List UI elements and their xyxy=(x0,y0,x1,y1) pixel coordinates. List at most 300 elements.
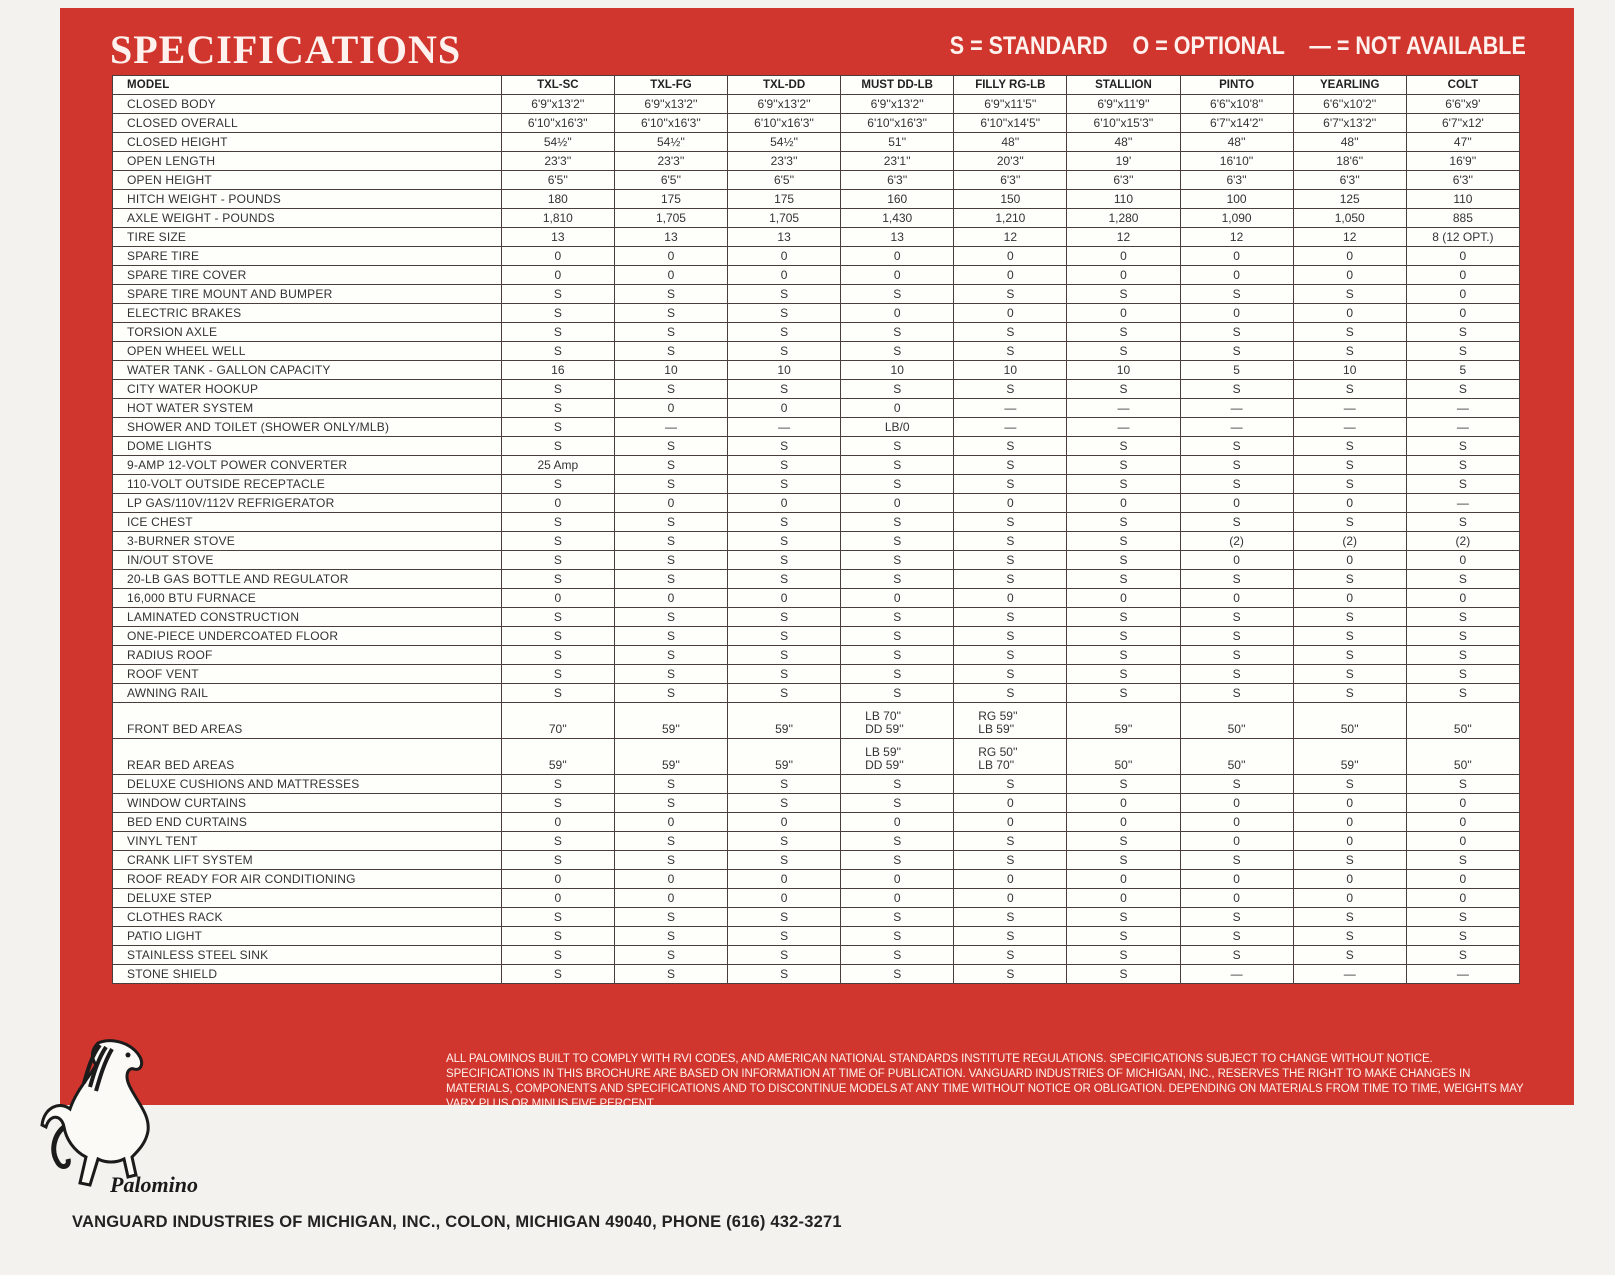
table-cell: S xyxy=(1180,513,1293,532)
table-cell: 13 xyxy=(614,228,727,247)
row-label: SHOWER AND TOILET (SHOWER ONLY/MLB) xyxy=(113,418,502,437)
table-cell: 6'10''x16'3'' xyxy=(614,114,727,133)
table-cell: 10 xyxy=(841,361,954,380)
table-cell: 48'' xyxy=(1293,133,1406,152)
table-cell: S xyxy=(954,323,1067,342)
table-cell: S xyxy=(1067,851,1180,870)
table-cell: 0 xyxy=(841,266,954,285)
table-cell: 150 xyxy=(954,190,1067,209)
table-cell: S xyxy=(841,608,954,627)
table-cell: 59'' xyxy=(614,739,727,775)
table-cell: 110 xyxy=(1406,190,1519,209)
table-cell: S xyxy=(1067,342,1180,361)
row-label: 110-VOLT OUTSIDE RECEPTACLE xyxy=(113,475,502,494)
table-cell: S xyxy=(501,532,614,551)
table-cell: S xyxy=(1406,908,1519,927)
table-cell: S xyxy=(728,608,841,627)
table-cell: S xyxy=(841,570,954,589)
specifications-panel xyxy=(60,8,1574,1110)
table-row xyxy=(113,589,1520,608)
legend-not-available: — = NOT AVAILABLE xyxy=(1309,32,1526,60)
table-cell: 16'9'' xyxy=(1406,152,1519,171)
table-cell: S xyxy=(614,965,727,984)
table-row xyxy=(113,380,1520,399)
row-label: BED END CURTAINS xyxy=(113,813,502,832)
table-cell: S xyxy=(1180,684,1293,703)
table-cell: S xyxy=(501,437,614,456)
table-cell: S xyxy=(1067,908,1180,927)
table-cell: S xyxy=(614,832,727,851)
table-cell: 0 xyxy=(1180,551,1293,570)
table-cell: 50'' xyxy=(1180,703,1293,739)
table-cell: 0 xyxy=(501,813,614,832)
row-label: LAMINATED CONSTRUCTION xyxy=(113,608,502,627)
table-cell: 0 xyxy=(1406,247,1519,266)
table-row xyxy=(113,832,1520,851)
table-cell: S xyxy=(1180,608,1293,627)
table-row xyxy=(113,794,1520,813)
table-cell: S xyxy=(728,794,841,813)
table-cell: S xyxy=(614,304,727,323)
table-cell: 51'' xyxy=(841,133,954,152)
row-label: SPARE TIRE COVER xyxy=(113,266,502,285)
table-cell: S xyxy=(501,908,614,927)
table-cell: — xyxy=(1293,418,1406,437)
table-cell: S xyxy=(728,323,841,342)
table-cell: — xyxy=(1293,399,1406,418)
row-label: HITCH WEIGHT - POUNDS xyxy=(113,190,502,209)
table-cell: S xyxy=(1293,608,1406,627)
table-cell: S xyxy=(1406,927,1519,946)
table-cell: S xyxy=(954,608,1067,627)
table-cell: 0 xyxy=(954,266,1067,285)
table-cell: 0 xyxy=(614,494,727,513)
table-cell: 0 xyxy=(728,870,841,889)
table-cell: S xyxy=(728,513,841,532)
table-row xyxy=(113,608,1520,627)
table-cell: 16'10'' xyxy=(1180,152,1293,171)
row-label: AWNING RAIL xyxy=(113,684,502,703)
table-cell: 0 xyxy=(841,589,954,608)
table-cell: S xyxy=(841,380,954,399)
table-cell: S xyxy=(1067,323,1180,342)
table-cell: 1,050 xyxy=(1293,209,1406,228)
legend-standard: S = STANDARD xyxy=(949,32,1108,60)
table-cell: 5 xyxy=(1406,361,1519,380)
table-cell: 0 xyxy=(1067,304,1180,323)
table-cell: S xyxy=(954,437,1067,456)
table-cell: 25 Amp xyxy=(501,456,614,475)
table-cell: S xyxy=(614,532,727,551)
table-row xyxy=(113,813,1520,832)
table-cell: S xyxy=(841,965,954,984)
table-row xyxy=(113,870,1520,889)
table-cell: 59'' xyxy=(1293,739,1406,775)
table-cell: S xyxy=(501,684,614,703)
row-label: LP GAS/110V/112V REFRIGERATOR xyxy=(113,494,502,513)
table-cell: 0 xyxy=(1180,589,1293,608)
table-cell: — xyxy=(1406,418,1519,437)
table-cell: 0 xyxy=(954,889,1067,908)
table-cell: — xyxy=(1406,494,1519,513)
table-cell: 0 xyxy=(1067,247,1180,266)
table-cell: S xyxy=(1067,832,1180,851)
table-cell: S xyxy=(841,927,954,946)
table-cell: 0 xyxy=(728,813,841,832)
table-cell: 23'3'' xyxy=(501,152,614,171)
table-cell: 0 xyxy=(1293,304,1406,323)
table-cell: 47'' xyxy=(1406,133,1519,152)
table-cell: 0 xyxy=(614,266,727,285)
table-cell: S xyxy=(1067,456,1180,475)
table-cell: S xyxy=(841,323,954,342)
table-cell: S xyxy=(728,304,841,323)
table-cell: 6'6''x10'8'' xyxy=(1180,95,1293,114)
table-cell: S xyxy=(614,627,727,646)
table-cell: 6'9''x11'5'' xyxy=(954,95,1067,114)
table-cell: S xyxy=(841,513,954,532)
row-label: CITY WATER HOOKUP xyxy=(113,380,502,399)
table-cell: — xyxy=(1180,418,1293,437)
table-cell: S xyxy=(614,608,727,627)
table-cell: S xyxy=(1067,532,1180,551)
table-row xyxy=(113,908,1520,927)
table-cell: S xyxy=(954,665,1067,684)
table-row xyxy=(113,665,1520,684)
table-cell: S xyxy=(614,475,727,494)
row-label: STAINLESS STEEL SINK xyxy=(113,946,502,965)
table-cell: 0 xyxy=(1406,285,1519,304)
table-cell: S xyxy=(1293,775,1406,794)
table-cell: S xyxy=(1293,285,1406,304)
table-cell: S xyxy=(1180,851,1293,870)
table-row xyxy=(113,739,1520,775)
table-cell: S xyxy=(728,342,841,361)
row-label: 3-BURNER STOVE xyxy=(113,532,502,551)
table-row xyxy=(113,775,1520,794)
table-cell: 48'' xyxy=(954,133,1067,152)
table-cell: S xyxy=(1067,380,1180,399)
table-cell: 0 xyxy=(1180,889,1293,908)
table-cell: — xyxy=(954,399,1067,418)
table-cell: 0 xyxy=(1180,304,1293,323)
table-cell: 0 xyxy=(1067,266,1180,285)
table-header-row xyxy=(113,76,1520,95)
table-cell: S xyxy=(1180,380,1293,399)
row-label: PATIO LIGHT xyxy=(113,927,502,946)
table-cell: S xyxy=(1067,665,1180,684)
table-cell: 0 xyxy=(1406,832,1519,851)
table-cell: S xyxy=(501,551,614,570)
table-cell: 6'10''x16'3'' xyxy=(841,114,954,133)
table-cell: 0 xyxy=(954,494,1067,513)
table-cell: S xyxy=(1406,627,1519,646)
table-cell: — xyxy=(1067,418,1180,437)
table-cell: 6'7''x13'2'' xyxy=(1293,114,1406,133)
table-row xyxy=(113,323,1520,342)
row-label: WINDOW CURTAINS xyxy=(113,794,502,813)
table-cell: (2) xyxy=(1293,532,1406,551)
table-cell: 50'' xyxy=(1067,739,1180,775)
model-column-header: MODEL xyxy=(113,76,502,95)
table-cell: 0 xyxy=(728,247,841,266)
table-cell: S xyxy=(954,456,1067,475)
table-cell: 6'3'' xyxy=(1180,171,1293,190)
table-cell: — xyxy=(954,418,1067,437)
row-label: OPEN HEIGHT xyxy=(113,171,502,190)
table-cell: 6'10''x16'3'' xyxy=(501,114,614,133)
table-cell: 16 xyxy=(501,361,614,380)
table-cell: S xyxy=(501,832,614,851)
table-cell: 6'3'' xyxy=(841,171,954,190)
table-cell: S xyxy=(841,475,954,494)
table-cell: 0 xyxy=(954,247,1067,266)
table-cell: S xyxy=(1180,627,1293,646)
table-row xyxy=(113,342,1520,361)
table-cell: 0 xyxy=(954,794,1067,813)
table-cell: 12 xyxy=(1067,228,1180,247)
table-cell: S xyxy=(614,551,727,570)
table-row xyxy=(113,494,1520,513)
table-cell: S xyxy=(1406,851,1519,870)
table-cell: S xyxy=(728,380,841,399)
table-cell: S xyxy=(1180,927,1293,946)
table-cell: S xyxy=(614,794,727,813)
table-row xyxy=(113,209,1520,228)
row-label: 16,000 BTU FURNACE xyxy=(113,589,502,608)
table-cell: 0 xyxy=(1180,832,1293,851)
table-cell: S xyxy=(614,513,727,532)
table-cell: S xyxy=(728,946,841,965)
table-cell: 6'10''x16'3'' xyxy=(728,114,841,133)
table-cell: S xyxy=(728,437,841,456)
table-cell: 0 xyxy=(1406,589,1519,608)
table-cell: 0 xyxy=(954,870,1067,889)
table-cell: 6'3'' xyxy=(1293,171,1406,190)
row-label: IN/OUT STOVE xyxy=(113,551,502,570)
table-cell: S xyxy=(1067,513,1180,532)
table-cell: S xyxy=(1406,380,1519,399)
table-cell: 12 xyxy=(1180,228,1293,247)
table-cell: S xyxy=(841,456,954,475)
table-cell: 0 xyxy=(1406,889,1519,908)
table-cell: 0 xyxy=(841,870,954,889)
table-cell: 59'' xyxy=(614,703,727,739)
row-label: ROOF READY FOR AIR CONDITIONING xyxy=(113,870,502,889)
table-cell: S xyxy=(1293,684,1406,703)
table-cell: 6'10''x15'3'' xyxy=(1067,114,1180,133)
table-cell: 885 xyxy=(1406,209,1519,228)
table-cell: S xyxy=(1406,456,1519,475)
table-cell: 12 xyxy=(1293,228,1406,247)
brand-name: Palomino xyxy=(110,1172,199,1197)
table-cell: S xyxy=(1180,908,1293,927)
table-cell: S xyxy=(1293,323,1406,342)
table-cell: (2) xyxy=(1180,532,1293,551)
table-row xyxy=(113,399,1520,418)
table-cell: 6'5'' xyxy=(614,171,727,190)
table-row xyxy=(113,361,1520,380)
table-cell: S xyxy=(841,646,954,665)
table-cell: 10 xyxy=(614,361,727,380)
model-header-txl-sc: TXL-SC xyxy=(501,76,614,95)
table-cell: S xyxy=(1180,570,1293,589)
table-cell: 18'6'' xyxy=(1293,152,1406,171)
table-cell: S xyxy=(501,570,614,589)
table-cell: 0 xyxy=(501,870,614,889)
table-cell: S xyxy=(501,965,614,984)
table-row xyxy=(113,171,1520,190)
table-cell: S xyxy=(614,851,727,870)
table-cell: 0 xyxy=(1180,266,1293,285)
row-label: ONE-PIECE UNDERCOATED FLOOR xyxy=(113,627,502,646)
table-cell: S xyxy=(841,532,954,551)
row-label: DELUXE STEP xyxy=(113,889,502,908)
table-cell: 6'6''x10'2'' xyxy=(1293,95,1406,114)
table-cell: 0 xyxy=(501,266,614,285)
table-cell: S xyxy=(841,946,954,965)
table-cell: 59'' xyxy=(728,703,841,739)
row-label: FRONT BED AREAS xyxy=(113,703,502,739)
table-cell: 6'9''x13'2'' xyxy=(614,95,727,114)
table-row xyxy=(113,965,1520,984)
table-cell: S xyxy=(501,475,614,494)
row-label: SPARE TIRE MOUNT AND BUMPER xyxy=(113,285,502,304)
row-label: CLOSED BODY xyxy=(113,95,502,114)
table-cell: 50'' xyxy=(1293,703,1406,739)
model-header-yearling: YEARLING xyxy=(1293,76,1406,95)
table-cell: 0 xyxy=(614,589,727,608)
table-cell: S xyxy=(728,832,841,851)
table-row xyxy=(113,703,1520,739)
table-cell: S xyxy=(728,908,841,927)
table-cell: S xyxy=(1067,608,1180,627)
table-cell: S xyxy=(1180,437,1293,456)
table-cell: 10 xyxy=(728,361,841,380)
table-row xyxy=(113,684,1520,703)
table-cell: S xyxy=(501,627,614,646)
table-cell: S xyxy=(614,684,727,703)
table-cell: S xyxy=(728,965,841,984)
table-cell: 0 xyxy=(1406,304,1519,323)
table-cell: 0 xyxy=(1293,494,1406,513)
table-cell: 23'3'' xyxy=(728,152,841,171)
table-cell: S xyxy=(1067,946,1180,965)
table-cell: S xyxy=(1180,285,1293,304)
table-cell: — xyxy=(1406,965,1519,984)
table-cell: S xyxy=(954,285,1067,304)
table-cell: S xyxy=(1067,646,1180,665)
table-cell: S xyxy=(954,646,1067,665)
table-cell: S xyxy=(501,927,614,946)
table-cell: S xyxy=(614,646,727,665)
table-cell: S xyxy=(841,437,954,456)
table-cell: 70'' xyxy=(501,703,614,739)
table-cell: S xyxy=(1293,946,1406,965)
table-cell: 175 xyxy=(614,190,727,209)
table-cell: 6'9''x13'2'' xyxy=(501,95,614,114)
row-label: DOME LIGHTS xyxy=(113,437,502,456)
table-row xyxy=(113,285,1520,304)
table-cell: 59'' xyxy=(501,739,614,775)
table-cell: — xyxy=(1180,399,1293,418)
table-row xyxy=(113,437,1520,456)
table-cell: — xyxy=(1180,965,1293,984)
table-cell: S xyxy=(1293,342,1406,361)
table-cell: 54½'' xyxy=(728,133,841,152)
table-cell: 0 xyxy=(841,399,954,418)
table-cell: S xyxy=(1406,684,1519,703)
table-cell: S xyxy=(614,323,727,342)
row-label: CLOTHES RACK xyxy=(113,908,502,927)
table-cell: S xyxy=(954,851,1067,870)
table-cell: 0 xyxy=(954,304,1067,323)
table-cell: 0 xyxy=(614,247,727,266)
table-cell: 13 xyxy=(501,228,614,247)
table-row xyxy=(113,513,1520,532)
table-cell: 0 xyxy=(728,589,841,608)
table-cell: 110 xyxy=(1067,190,1180,209)
table-cell: S xyxy=(954,927,1067,946)
table-cell: 0 xyxy=(1293,551,1406,570)
table-cell: S xyxy=(1406,475,1519,494)
table-cell: S xyxy=(841,627,954,646)
table-cell: S xyxy=(1180,646,1293,665)
table-row xyxy=(113,114,1520,133)
table-cell: S xyxy=(614,570,727,589)
table-cell: — xyxy=(614,418,727,437)
table-cell: S xyxy=(501,775,614,794)
table-cell: S xyxy=(728,927,841,946)
row-label: TORSION AXLE xyxy=(113,323,502,342)
table-cell: S xyxy=(1180,665,1293,684)
row-label: RADIUS ROOF xyxy=(113,646,502,665)
table-cell: 0 xyxy=(728,889,841,908)
table-cell: S xyxy=(1067,437,1180,456)
table-cell: S xyxy=(1293,380,1406,399)
table-cell: S xyxy=(1293,456,1406,475)
table-cell: S xyxy=(1293,475,1406,494)
table-cell: 0 xyxy=(1067,494,1180,513)
table-cell: S xyxy=(1293,927,1406,946)
table-cell: 0 xyxy=(1180,794,1293,813)
table-cell: 1,430 xyxy=(841,209,954,228)
table-cell: S xyxy=(954,832,1067,851)
table-cell: 0 xyxy=(1293,794,1406,813)
table-cell: 0 xyxy=(1406,551,1519,570)
table-cell: S xyxy=(841,285,954,304)
table-cell: 0 xyxy=(1406,794,1519,813)
table-cell: 6'7''x12' xyxy=(1406,114,1519,133)
table-cell: 0 xyxy=(614,870,727,889)
table-cell: 0 xyxy=(1293,266,1406,285)
table-cell: 19' xyxy=(1067,152,1180,171)
table-cell: 0 xyxy=(1067,889,1180,908)
row-label: REAR BED AREAS xyxy=(113,739,502,775)
table-cell: S xyxy=(728,775,841,794)
table-cell: S xyxy=(728,475,841,494)
company-address-line: VANGUARD INDUSTRIES OF MICHIGAN, INC., COLON, MICHIGAN 49040, PHONE (616) 432-3271 xyxy=(72,1213,842,1231)
table-cell: 1,280 xyxy=(1067,209,1180,228)
table-cell: 59'' xyxy=(728,739,841,775)
table-cell: S xyxy=(954,570,1067,589)
row-label: STONE SHIELD xyxy=(113,965,502,984)
table-row xyxy=(113,266,1520,285)
table-cell: S xyxy=(1406,570,1519,589)
table-row xyxy=(113,927,1520,946)
row-label: ROOF VENT xyxy=(113,665,502,684)
table-cell: S xyxy=(1067,965,1180,984)
